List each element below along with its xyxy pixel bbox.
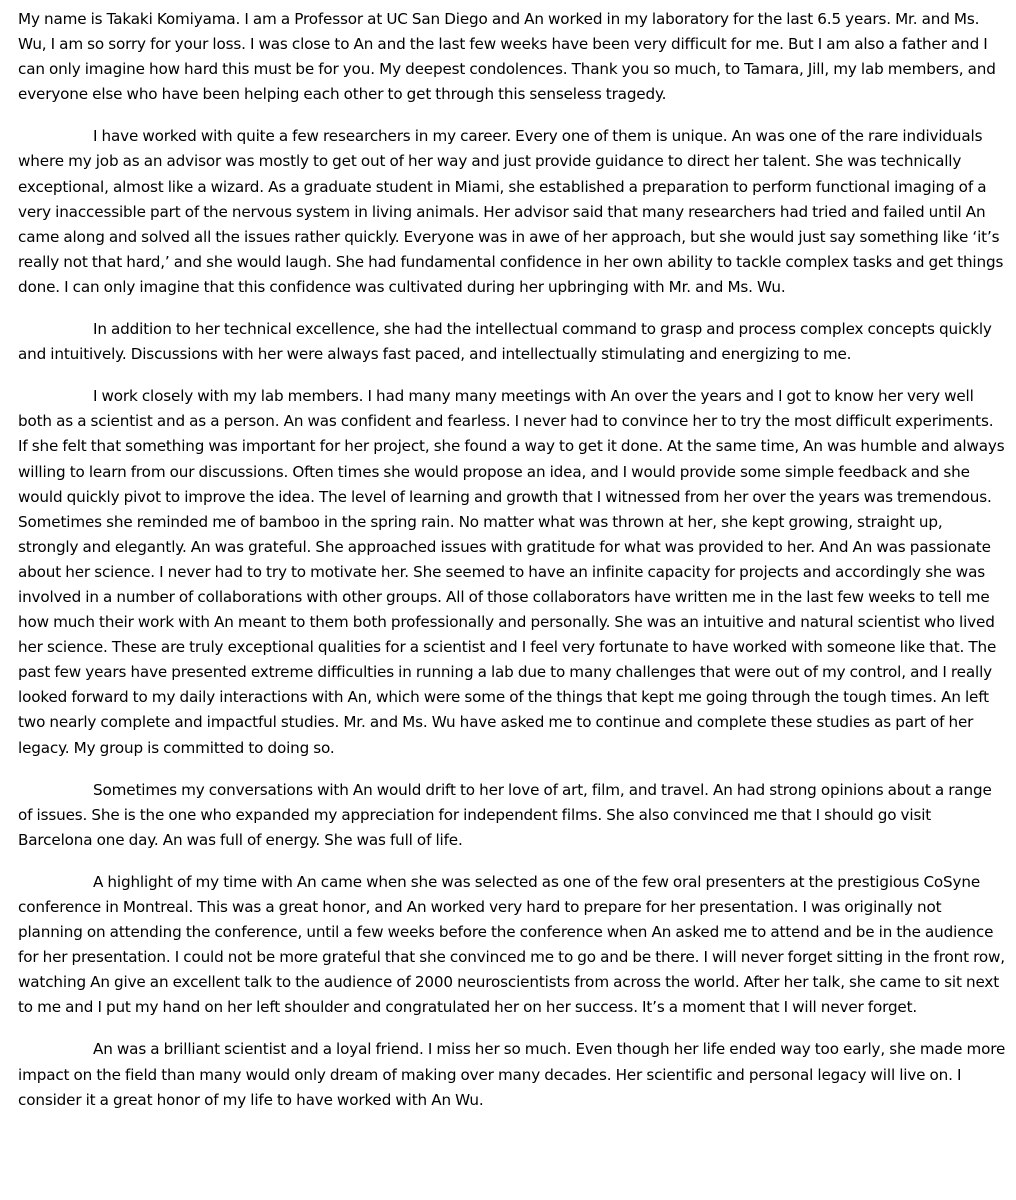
paragraph-lab-work: I work closely with my lab members. I had many many meetings with An over the years and I got to know her very well both as a scientist and as a person. An was confident and fearless. I never had to convince her to try the most difficult experiments. If she felt that something was important for her project, she found a way to get it done. At the same time, An was humble and always willing to learn from our discussions. Often times she would propose an idea, and I would provide some simple feedback and she would quickly pivot to improve the idea. The level of learning and growth that I witnessed from her over the years was tremendous. Sometimes she reminded me of bamboo in the spring rain. No matter what was thrown at her, she kept growing, straight up, strongly and elegantly. An was grateful. She approached issues with gratitude for what was provided to her. And An was passionate about her science. I never had to try to motivate her. She seemed to have an infinite capacity for projects and accordingly she was involved in a number of collaborations with other groups. All of those collaborators have written me in the last few weeks to tell me how much their work with An meant to them both professionally and personally. She was an intuitive and natural scientist who lived her science. These are truly exceptional qualities for a scientist and I feel very fortunate to have worked with someone like that. The past few years have presented extreme difficulties in running a lab due to many challenges that were out of my control, and I really looked forward to my daily interactions with An, which were some of the things that kept me going through the tough times. An left two nearly complete and impactful studies. Mr. and Ms. Wu have asked me to continue and complete these studies as part of her legacy. My group is committed to doing so.: [18, 387, 1005, 757]
paragraph-technical-talent: I have worked with quite a few researchers in my career. Every one of them is unique. An was one of the rare individuals where my job as an advisor was mostly to get out of her way and just provide guidance to direct her talent. She was technically exceptional, almost like a wizard. As a graduate student in Miami, she established a preparation to perform functional imaging of a very inaccessible part of the nervous system in living animals. Her advisor said that many researchers had tried and failed until An came along and solved all the issues rather quickly. Everyone was in awe of her approach, but she would just say something like ‘it’s really not that hard,’ and she would laugh. She had fundamental confidence in her own ability to tackle complex tasks and get things done. I can only imagine that this confidence was cultivated during her upbringing with Mr. and Ms. Wu.: [18, 127, 1004, 296]
paragraph-introduction: My name is Takaki Komiyama. I am a Professor at UC San Diego and An worked in my laboratory for the last 6.5 years. Mr. and Ms. Wu, I am so sorry for your loss. I was close to An and the last few weeks have been very difficult for me. But I am also a father and I can only imagine how hard this must be for you. My deepest condolences. Thank you so much, to Tamara, Jill, my lab members, and everyone else who have been helping each other to get through this senseless tragedy.: [18, 10, 996, 104]
paragraph-intellectual-command: In addition to her technical excellence, she had the intellectual command to grasp and process complex concepts quickly and intuitively. Discussions with her were always fast paced, and intellectually stimulating and energizing to me.: [18, 320, 992, 364]
paragraph-cosyne-highlight: A highlight of my time with An came when she was selected as one of the few oral presenters at the prestigious CoSyne conference in Montreal. This was a great honor, and An worked very hard to prepare for her presentation. I was originally not planning on attending the conference, until a few weeks before the conference when An asked me to attend and be in the audience for her presentation. I could not be more grateful that she convinced me to go and be there. I will never forget sitting in the front row, watching An give an excellent talk to the audience of 2000 neuroscientists from across the world. After her talk, she came to sit next to me and I put my hand on her left shoulder and congratulated her on her success. It’s a moment that I will never forget.: [18, 872, 1005, 1017]
paragraph-closing: An was a brilliant scientist and a loyal friend. I miss her so much. Even though her life ended way too early, she made more impact on the field than many would only dream of making over many decades. Her scientific and personal legacy will live on. I consider it a great honor of my life to have worked with An Wu.: [18, 1040, 1006, 1109]
paragraph-art-film-travel: Sometimes my conversations with An would drift to her love of art, film, and travel. An had strong opinions about a range of issues. She is the one who expanded my appreciation for independent films. She also convinced me that I should go visit Barcelona one day. An was full of energy. She was full of life.: [18, 780, 992, 849]
